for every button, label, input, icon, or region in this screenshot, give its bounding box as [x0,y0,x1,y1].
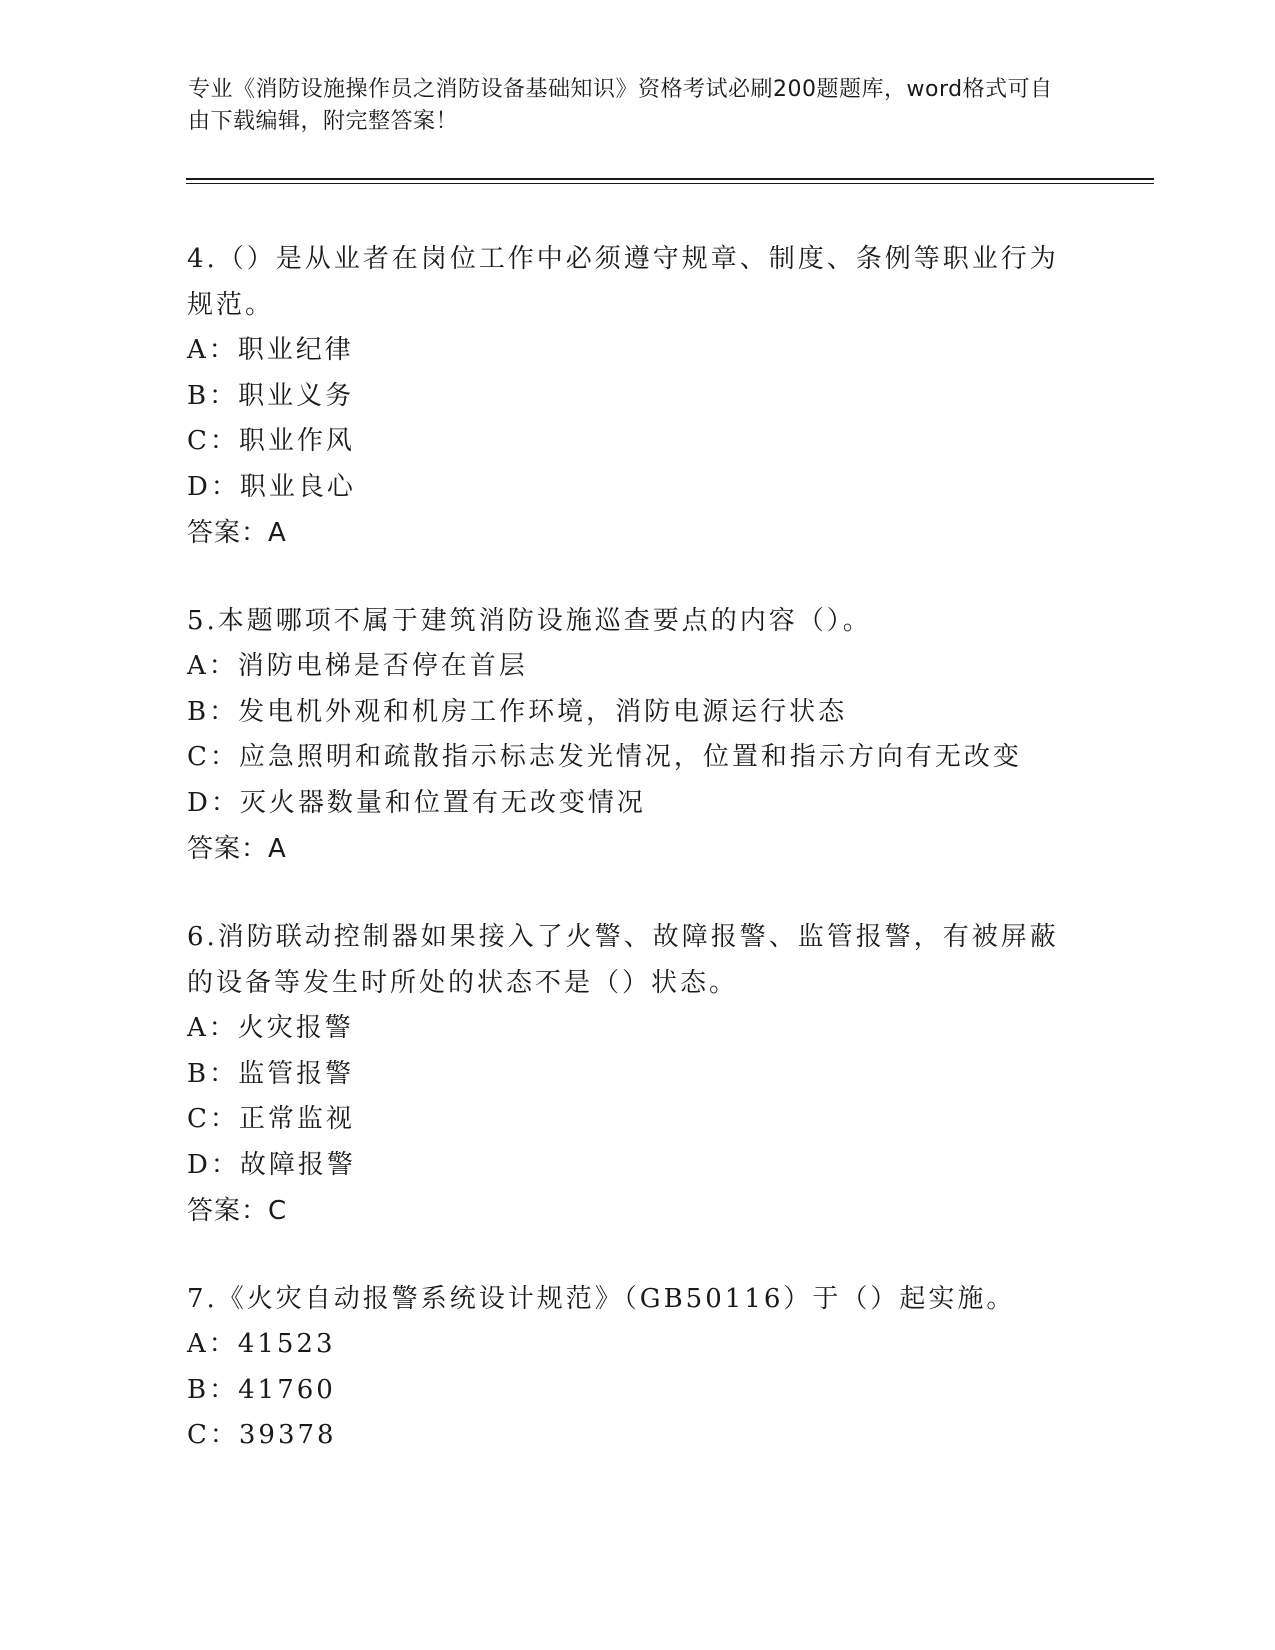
question-stem: 4.（）是从业者在岗位工作中必须遵守规章、制度、条例等职业行为规范。 [187,244,1059,320]
question-7 [187,1276,1067,1459]
option-a: A：火灾报警 [187,1013,354,1043]
answer-line: 答案：A [187,834,287,864]
question-stem: 5.本题哪项不属于建筑消防设施巡查要点的内容（）。 [187,606,872,636]
option-c: C：职业作风 [187,426,355,456]
option-c: C：正常监视 [187,1104,355,1134]
question-list [187,236,1067,1501]
option-c: C：39378 [187,1420,337,1450]
answer-line: 答案：A [187,518,287,548]
option-b: B：监管报警 [187,1058,355,1089]
option-a: A：41523 [187,1329,336,1359]
question-6 [187,914,1067,1234]
option-c: C：应急照明和疏散指示标志发光情况，位置和指示方向有无改变 [187,742,1022,772]
option-a: A：职业纪律 [187,335,354,365]
option-d: D：灭火器数量和位置有无改变情况 [187,787,646,818]
answer-line: 答案：C [187,1196,288,1226]
header-divider-thin [186,183,1154,184]
option-d: D：职业良心 [187,471,356,502]
question-stem: 7.《火灾自动报警系统设计规范》（GB50116）于（）起实施。 [187,1284,1016,1314]
option-a: A：消防电梯是否停在首层 [187,651,528,681]
document-intro: 专业《消防设施操作员之消防设备基础知识》资格考试必刷200题题库，word格式可自由下载编辑，附完整答案！ [188,77,1053,134]
header-divider [186,178,1154,180]
question-4 [187,236,1067,556]
option-b: B：41760 [187,1374,336,1405]
option-b: B：发电机外观和机房工作环境，消防电源运行状态 [187,696,848,727]
question-stem: 6.消防联动控制器如果接入了火警、故障报警、监管报警，有被屏蔽的设备等发生时所处的状态不是（）状态。 [187,922,1059,998]
option-d: D：故障报警 [187,1149,356,1180]
option-b: B：职业义务 [187,380,355,411]
question-5 [187,598,1067,872]
